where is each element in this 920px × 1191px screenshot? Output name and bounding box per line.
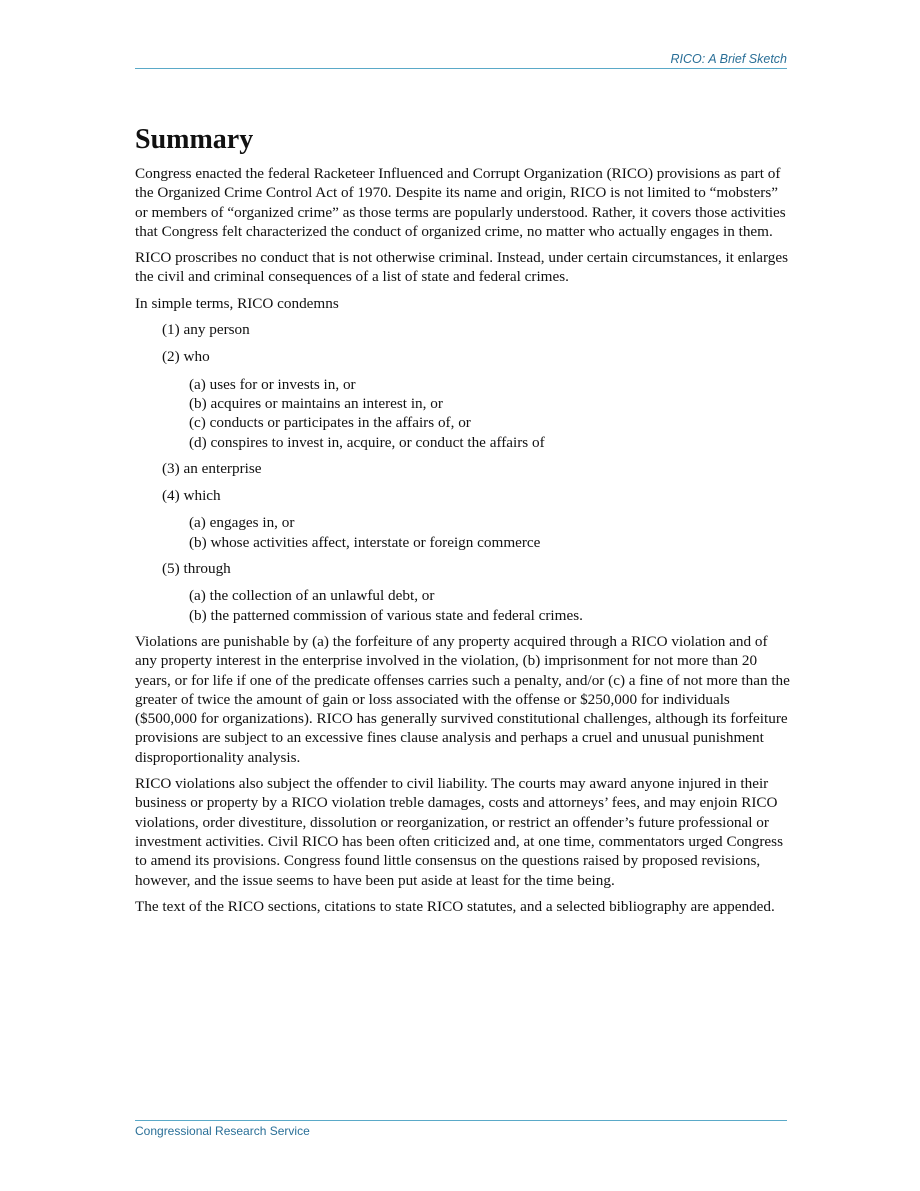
paragraph-civil-liability: RICO violations also subject the offender to civil liability. The courts may award anyone injured in their business or property by a RICO violation treble damages, costs and attorneys’ fees, and may enjoin RICO violations, order divestiture, dissolution or reorganization, or restrict an offender’s future professional or investment activities. Civil RICO has been often criticized and, at one time, commentators urged Congress to amend its provisions. Congress found little consensus on the questions raised by proposed revisions, however, and the issue seems to have been put aside at least for the time being. bbox=[135, 775, 783, 889]
element-3: (3) an enterprise bbox=[162, 459, 262, 477]
element-5: (5) through bbox=[162, 560, 231, 578]
element-2: (2) who bbox=[162, 348, 210, 366]
list-item: (c) conducts or participates in the affairs of, or bbox=[189, 414, 471, 432]
list-item: (a) the collection of an unlawful debt, or bbox=[189, 587, 435, 605]
element-5-sublist bbox=[189, 586, 790, 625]
element-1: (1) any person bbox=[162, 321, 250, 339]
running-title: RICO: A Brief Sketch bbox=[670, 52, 787, 66]
paragraph-simple-terms: In simple terms, RICO condemns bbox=[135, 294, 339, 312]
list-item: (d) conspires to invest in, acquire, or conduct the affairs of bbox=[189, 433, 545, 451]
page-content bbox=[135, 124, 790, 923]
element-4: (4) which bbox=[162, 487, 221, 505]
paragraph-appendices: The text of the RICO sections, citations to state RICO statutes, and a selected bibliography are appended. bbox=[135, 897, 775, 915]
list-item: (b) acquires or maintains an interest in, or bbox=[189, 394, 443, 412]
running-header bbox=[135, 52, 787, 69]
page-title: Summary bbox=[135, 124, 254, 155]
list-item: (a) engages in, or bbox=[189, 514, 295, 532]
element-2-sublist bbox=[189, 375, 790, 452]
list-item: (b) the patterned commission of various state and federal crimes. bbox=[189, 606, 583, 624]
element-4-sublist bbox=[189, 513, 790, 552]
running-footer bbox=[135, 1120, 787, 1138]
paragraph-proscribes: RICO proscribes no conduct that is not otherwise criminal. Instead, under certain circumstances, it enlarges the civil and criminal consequences of a list of state and federal crimes. bbox=[135, 249, 789, 286]
list-item: (a) uses for or invests in, or bbox=[189, 375, 356, 393]
paragraph-intro: Congress enacted the federal Racketeer Influenced and Corrupt Organization (RICO) provisions as part of the Organized Crime Control Act of 1970. Despite its name and origin, RICO is not limited to “mobsters” or members of “organized crime” as those terms are popularly understood. Rather, it covers those activities that Congress felt characterized the conduct of organized crime, no matter who actually engages in them. bbox=[135, 165, 786, 240]
publisher-name: Congressional Research Service bbox=[135, 1124, 310, 1138]
paragraph-penalties: Violations are punishable by (a) the forfeiture of any property acquired through a RICO violation and of any property interest in the enterprise involved in the violation, (b) imprisonment for not more than 20 years, or for life if one of the predicate offenses carries such a penalty, and/or (c) a fine of not more than the greater of twice the amount of gain or loss associated with the offense or $250,000 for individuals ($500,000 for organizations). RICO has generally survived constitutional challenges, although its forfeiture provisions are subject to an excessive fines clause analysis and perhaps a cruel and unusual punishment disproportionality analysis. bbox=[135, 632, 790, 766]
list-item: (b) whose activities affect, interstate or foreign commerce bbox=[189, 533, 541, 551]
